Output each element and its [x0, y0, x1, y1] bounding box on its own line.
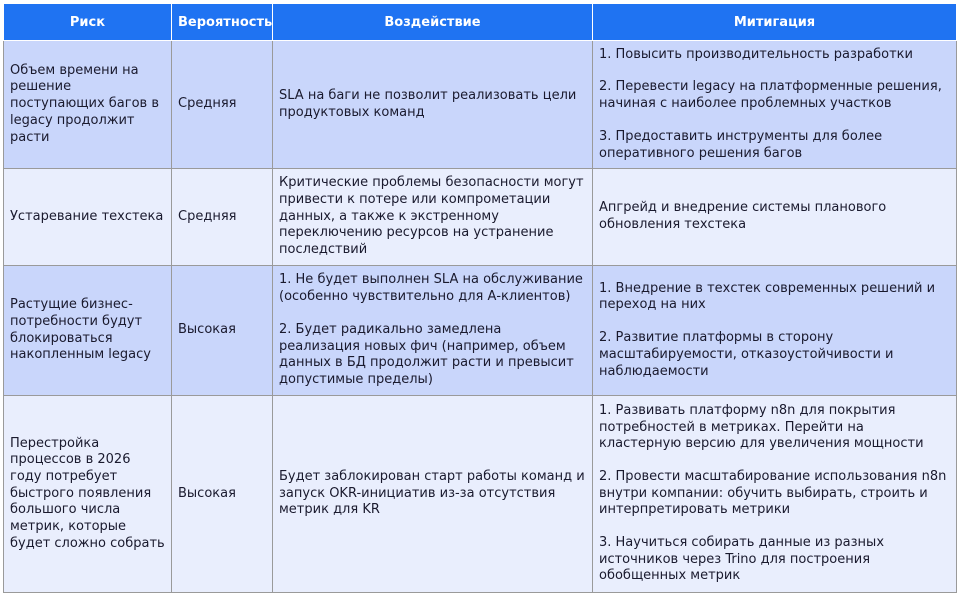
mitigation-item: 1. Внедрение в техстек современных решений и переход на них: [599, 280, 936, 313]
impact-text: Будет заблокирован старт работы команд и запуск OKR-инициатив из-за отсутствия метрик для KR: [279, 468, 585, 518]
risk-table: [3, 3, 957, 593]
mitigation-item: 1. Повысить производительность разработки: [599, 46, 913, 62]
impact-cell: [273, 169, 593, 266]
probability-cell: Средняя: [172, 41, 273, 169]
mitigation-cell: [593, 41, 957, 169]
mitigation-cell: [593, 266, 957, 396]
mitigation-item: 2. Развитие платформы в сторону масштабируемости, отказоустойчивости и наблюдаемости: [599, 330, 894, 379]
header-impact: Воздействие: [273, 4, 593, 41]
header-mitigation: Митигация: [593, 4, 957, 41]
header-row: [4, 4, 957, 41]
mitigation-item: 3. Предоставить инструменты для более оперативного решения багов: [599, 128, 883, 161]
risk-cell: Перестройка процессов в 2026 году потребует быстрого появления большого числа метрик, которые будет сложно собрать: [4, 396, 172, 593]
mitigation-item: 2. Провести масштабирование использования n8n внутри компании: обучить выбирать, строить и интерпретировать метрики: [599, 468, 947, 518]
risk-cell: Объем времени на решение поступающих багов в legacy продолжит расти: [4, 41, 172, 169]
risk-cell: Устаревание техстека: [4, 169, 172, 266]
risk-cell: Растущие бизнес-потребности будут блокироваться накопленным legacy: [4, 266, 172, 396]
mitigation-item: 3. Научиться собирать данные из разных источников через Trino для построения обобщенных метрик: [599, 535, 885, 584]
mitigation-item: 2. Перевести legacy на платформенные решения, начиная с наиболее проблемных участков: [599, 79, 942, 112]
probability-cell: Средняя: [172, 169, 273, 266]
mitigation-cell: [593, 396, 957, 593]
header-risk: Риск: [4, 4, 172, 41]
impact-text: Критические проблемы безопасности могут привести к потере или компрометации данных, а также к экстренному переключению ресурсов на устранение последствий: [279, 175, 584, 258]
mitigation-item: Апгрейд и внедрение системы планового обновления техстека: [599, 200, 887, 232]
probability-cell: Высокая: [172, 396, 273, 593]
impact-cell: [273, 41, 593, 169]
impact-text: 1. Не будет выполнен SLA на обслуживание (особенно чувствительно для А-клиентов): [279, 272, 583, 305]
impact-cell: [273, 266, 593, 396]
table-row: [4, 169, 957, 266]
table-row: [4, 41, 957, 169]
impact-text: 2. Будет радикально замедлена реализация новых фич (например, объем данных в БД продолжит расти и превысит допустимые пределы): [279, 321, 574, 387]
mitigation-cell: [593, 169, 957, 266]
table-row: [4, 266, 957, 396]
probability-cell: Высокая: [172, 266, 273, 396]
impact-text: SLA на баги не позволит реализовать цели продуктовых команд: [279, 87, 577, 120]
mitigation-item: 1. Развивать платформу n8n для покрытия потребностей в метриках. Перейти на кластерную версию для увеличения мощности: [599, 402, 924, 452]
header-probability: Вероятность: [172, 4, 273, 41]
impact-cell: [273, 396, 593, 593]
table-row: [4, 396, 957, 593]
